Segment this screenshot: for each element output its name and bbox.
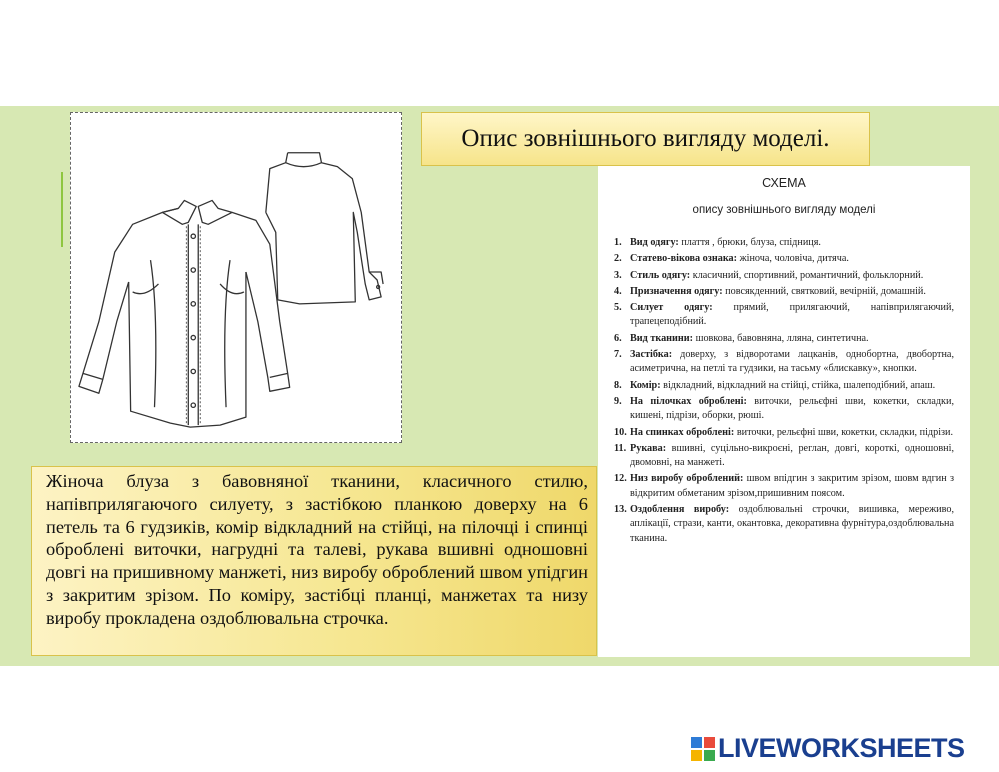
scheme-item-number: 12. xyxy=(614,473,627,485)
scheme-item-text: виточки, рельєфні шви, кокетки, складки, кишені, підрізи, оборки, рюші. xyxy=(630,395,954,422)
scheme-item-number: 2. xyxy=(614,253,622,265)
scheme-item-number: 13. xyxy=(614,504,627,516)
scheme-title: СХЕМА xyxy=(762,176,806,190)
scheme-item xyxy=(614,252,954,266)
scheme-item-text: жіноча, чоловіча, дитяча. xyxy=(737,253,849,265)
scheme-item-label: Силует одягу: xyxy=(630,302,713,314)
scheme-item-label: Вид тканини: xyxy=(630,332,694,344)
scheme-item-text: виточки, рельєфні шви, кокетки, складки, підрізи. xyxy=(734,426,954,438)
scheme-item xyxy=(614,301,954,330)
scheme-item-label: Рукава: xyxy=(630,442,667,454)
scheme-item-text: вшивні, суцільно-викроєні, реглан, довгі, короткі, одношовні, двомовні, на манжеті. xyxy=(630,442,954,469)
scheme-item xyxy=(614,395,954,424)
scheme-item xyxy=(614,236,954,250)
scheme-item-label: Вид одягу: xyxy=(630,237,679,248)
scheme-item-text: оздоблювальні строчки, вишивка, мереживо, аплікації, стрази, канти, окантовка, декоративна фурнітура,оздоблювальна тканина. xyxy=(630,504,954,544)
liveworksheets-logo-icon xyxy=(690,735,716,761)
scheme-item-text: класичний, спортивний, романтичний, фольклорний. xyxy=(690,269,924,281)
page-title: Опис зовнішнього вигляду моделі. xyxy=(421,112,870,166)
scheme-item-label: Стиль одягу: xyxy=(630,269,691,281)
scheme-item-text: повсякденний, святковий, вечірній, домашній. xyxy=(722,285,926,297)
scheme-item-label: Статево-вікова ознака: xyxy=(630,253,738,265)
scheme-item-number: 10. xyxy=(614,426,627,438)
scheme-panel xyxy=(598,166,970,657)
logo-text: LIVEWORKSHEETS xyxy=(718,732,965,763)
scheme-item xyxy=(614,379,954,393)
scheme-item-number: 7. xyxy=(614,349,622,361)
blouse-drawing xyxy=(71,113,401,442)
scheme-list xyxy=(614,236,954,546)
scheme-item-text: відкладний, відкладний на стійці, стійка, шалеподібний, апаш. xyxy=(660,379,936,391)
scheme-item-number: 8. xyxy=(614,379,622,391)
scheme-subtitle: опису зовнішнього вигляду моделі xyxy=(692,204,876,216)
liveworksheets-logo[interactable] xyxy=(690,732,965,764)
scheme-item-number: 4. xyxy=(614,285,622,297)
scheme-item xyxy=(614,426,954,440)
scheme-item-label: Застібка: xyxy=(630,349,673,361)
scheme-item xyxy=(614,285,954,299)
scheme-item-label: Призначення одягу: xyxy=(630,285,723,297)
accent-line xyxy=(61,172,63,247)
scheme-item-number: 1. xyxy=(614,237,622,248)
scheme-item-label: Оздоблення виробу: xyxy=(630,504,730,516)
scheme-item-number: 5. xyxy=(614,302,622,314)
scheme-item-number: 3. xyxy=(614,269,622,281)
scheme-item-text: плаття , брюки, блуза, спідниця. xyxy=(678,237,821,248)
scheme-item-text: шовкова, бавовняна, лляна, синтетична. xyxy=(693,332,869,344)
scheme-item-label: На спинках оброблені: xyxy=(630,426,735,438)
scheme-item xyxy=(614,442,954,471)
scheme-item xyxy=(614,503,954,546)
scheme-item-text: швом впідгин з закритим зрізом, шовм вдгин з відкритим обметаним зрізом,пришивним поясом. xyxy=(630,473,954,499)
scheme-item xyxy=(614,348,954,377)
scheme-item-label: Комір: xyxy=(630,379,661,391)
scheme-item-text: доверху, з відворотами лацканів, однобортна, двобортна, асиметрична, на петлі та гудзики, на тасьму «блискавку», кнопки. xyxy=(630,349,954,375)
scheme-item-number: 9. xyxy=(614,395,622,407)
scheme-item xyxy=(614,269,954,283)
description-text: Жіноча блуза з бавовняної тканини, класичного стилю, напівприлягаючого силуету, з застібкою планкою доверху на 6 петель та 6 гудзиків, комір відкладний на стійці, на пілочці і спинці оброблені виточки, нагрудні та талеві, рукава вшивні одношовні довгі на пришивному манжеті, низ виробу оброблений швом упідгин з закритим зрізом. По коміру, застібці планці, манжетах та низу виробу прокладена оздоблювальна строчка. xyxy=(46,471,589,628)
scheme-item-label: Низ виробу оброблений: xyxy=(630,473,744,485)
scheme-item xyxy=(614,332,954,346)
blouse-sketch xyxy=(70,112,402,443)
scheme-item-number: 6. xyxy=(614,332,622,344)
scheme-item xyxy=(614,472,954,501)
scheme-item-number: 11. xyxy=(614,442,627,454)
scheme-item-label: На пілочках оброблені: xyxy=(630,395,747,407)
model-description xyxy=(31,466,597,656)
scheme-item-text: прямий, прилягаючий, напівприлягаючий, трапецеподібний. xyxy=(630,302,954,328)
